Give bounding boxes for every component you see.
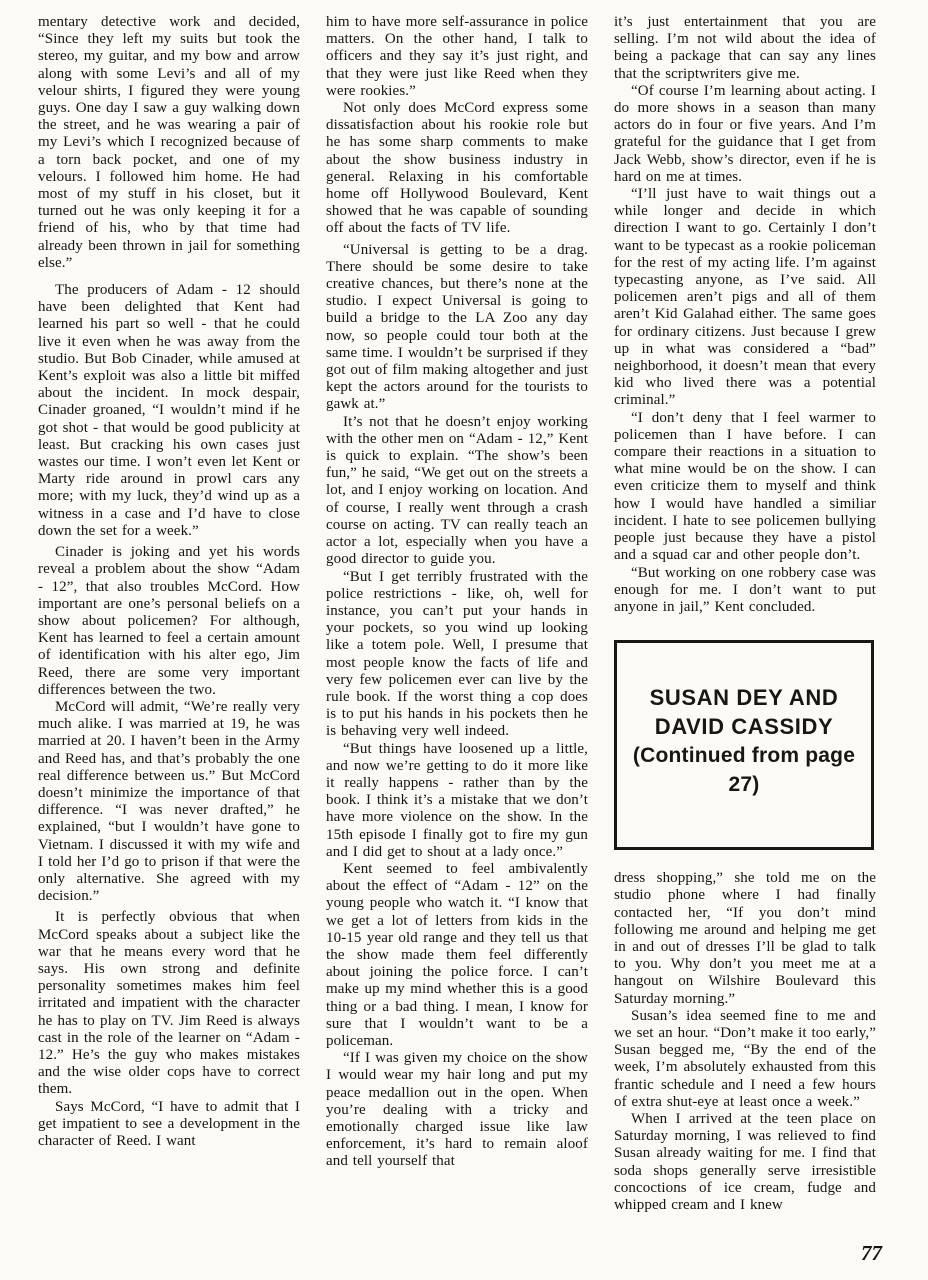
paragraph: “If I was given my choice on the show I would wear my hair long and put my peace medallion out in the open. When you’re dealing with a tricky and emotionally charged issue like law enforcement, it’s hard to remain aloof and tell yourself that (326, 1050, 588, 1170)
callout-title-line-1: SUSAN DEY AND (649, 685, 839, 711)
callout-title-line-2: DAVID CASSIDY (654, 714, 834, 740)
paragraph: “I don’t deny that I feel warmer to policemen than I have before. I can compare their reactions in a situation to what mine would be on the show. I can even criticize them to myself and think how I would have handled a similiar incident. I hate to see policemen bullying people just because they have a pistol and a squad car and other people don’t. (614, 409, 876, 564)
paragraph: “I’ll just have to wait things out a while longer and decide in which direction I want to go. Certainly I don’t want to be typecast as a rookie policeman for the rest of my acting life. I’m against typecasting anyone, as I’ve said. All policemen aren’t pigs and all of them aren’t Kid Galahad either. The same goes for ordinary citizens. Just because I grew up in what was considered a “bad” neighborhood, it doesn’t mean that every kid who lived there was a potential criminal.” (614, 186, 876, 409)
callout-continued-note: (Continued from page 27) (632, 744, 856, 797)
page-number: 77 (861, 1241, 882, 1265)
column-1 (38, 14, 300, 1214)
paragraph: It is perfectly obvious that when McCord speaks about a subject like the war that he means every word that he says. His own strong and definite personality sometimes makes him feel irritated and impatient with the character he has to play on TV. Jim Reed is always cast in the role of the learner on “Adam - 12.” He’s the guy who makes mistakes and the wise older cops have to correct them. (38, 909, 300, 1098)
paragraph: McCord will admit, “We’re really very much alike. I was married at 19, he was married at 20. I haven’t been in the Army and Reed has, and that’s probably the one real difference between us.” But McCord doesn’t minimize the importance of that difference. “I was never drafted,” he explained, “but I wouldn’t have gone to Vietnam. I discussed it with my wife and I told her I’d go to prison if that were the only alternative. She agreed with my decision.” (38, 698, 300, 905)
paragraph: The producers of Adam - 12 should have been delighted that Kent had learned his part so well - that he could live it even when he was away from the studio. But Bob Cinader, while amused at Kent’s exploit was also a little bit miffed about the incident. In mock despair, Cinader groaned, “I wouldn’t mind if he got shot - that would be good publicity at least. But cracking his own cases just wastes our time. I won’t even let Kent or Marty ride around in prowl cars any more; with my luck, they’d wind up as a witness in a case and I’d have to close down the set for a week.” (38, 282, 300, 539)
column-3 (614, 14, 876, 1214)
continued-callout-box (614, 640, 874, 850)
paragraph: Not only does McCord express some dissatisfaction about his rookie role but he has some sharp comments to make about the show business industry in general. Relaxing in his comfortable home off Hollywood Boulevard, Kent showed that he was capable of sounding off about the facts of TV life. (326, 100, 588, 237)
paragraph: “But things have loosened up a little, and now we’re getting to do it more like it really happens - rather than by the book. I think it’s a mistake that we don’t have more violence on the show. In the 15th episode I finally got to fire my gun and I did get to shout at a lady once.” (326, 740, 588, 860)
paragraph: “Of course I’m learning about acting. I do more shows in a season than many actors do in four or five years. And I’m grateful for the guidance that I get from Jack Webb, show’s director, even if he is hard on me at times. (614, 82, 876, 185)
paragraph: “But working on one robbery case was enough for me. I don’t want to put anyone in jail,” Kent concluded. (614, 564, 876, 615)
article-columns (38, 14, 878, 1214)
paragraph: It’s not that he doesn’t enjoy working with the other men on “Adam - 12,” Kent is quick to explain. “The show’s been fun,” he said, “We get out on the streets a lot, and I enjoy working on location. And of course, I really went through a crash course on acting. TV can really teach an actor a lot, especially when you have a good director to guide you. (326, 413, 588, 568)
paragraph: “But I get terribly frustrated with the police restrictions - like, oh, well for instance, you can’t put your hands in your pockets, so you wind up looking like a totem pole. Well, I presume that most people know the facts of life and very few policemen ever can live by the rule book. If the worst thing a cop does is to put his hands in his pockets then he is behaving very well indeed. (326, 568, 588, 740)
paragraph: Cinader is joking and yet his words reveal a problem about the show “Adam - 12”, that also troubles McCord. How important are one’s personal beliefs on a show about policemen? For although, Kent has learned to feel a certain amount of identification with his alter ego, Jim Reed, there are some very important differences between the two. (38, 544, 300, 698)
paragraph: Kent seemed to feel ambivalently about the effect of “Adam - 12” on the young people who watch it. “I know that we get a lot of letters from kids in the 10-15 year old range and they tell us that the show made them feel differently about joining the police force. I can’t make up my mind whether this is a good thing or a bad thing. I mean, I know for sure that I wouldn’t want to be a policeman. (326, 860, 588, 1049)
column-2 (326, 14, 588, 1214)
paragraph: mentary detective work and decided, “Since they left my suits but took the stereo, my guitar, and my bow and arrow along with some Levi’s and all of my velour shirts, I figured they were young guys. One day I saw a guy walking down the street, and he was wearing a pair of my Levi’s which I recognized because of a torn back pocket, and one of my velours. I followed him home. He had most of my stuff in his closet, but it turned out he was only keeping it for a friend of his, who by that time had already been thrown in jail for something else.” (38, 14, 300, 271)
paragraph: When I arrived at the teen place on Saturday morning, I was relieved to find Susan already waiting for me. I find that soda shops generally serve irresistible concoctions of ice cream, fudge and whipped cream and I knew (614, 1110, 876, 1213)
paragraph: Says McCord, “I have to admit that I get impatient to see a development in the character of Reed. I want (38, 1098, 300, 1149)
paragraph: Susan’s idea seemed fine to me and we set an hour. “Don’t make it too early,” Susan begged me, “By the end of the week, I’m absolutely exhausted from this frantic schedule and I need a few hours of extra shut-eye at least once a week.” (614, 1007, 876, 1110)
paragraph: dress shopping,” she told me on the studio phone where I had finally contacted her, “If you don’t mind following me around and helping me get in and out of dresses I’ll be glad to talk to you. Why don’t you meet me at a hangout on Wilshire Boulevard this Saturday morning.” (614, 870, 876, 1007)
paragraph: “Universal is getting to be a drag. There should be some desire to take creative chances, but there’s none at the studio. I expect Universal is going to build a bridge to the LA Zoo any day now, so people could tour both at the same time. I wouldn’t be surprised if they got out of film making altogether and just kept the actors around for the tourists to gawk at.” (326, 241, 588, 413)
paragraph: him to have more self-assurance in police matters. On the other hand, I talk to officers and they say it’s just right, and that they were just like Reed when they were rookies.” (326, 14, 588, 99)
paragraph: it’s just entertainment that you are selling. I’m not wild about the idea of being a package that can say any lines that the scriptwriters give me. (614, 14, 876, 82)
